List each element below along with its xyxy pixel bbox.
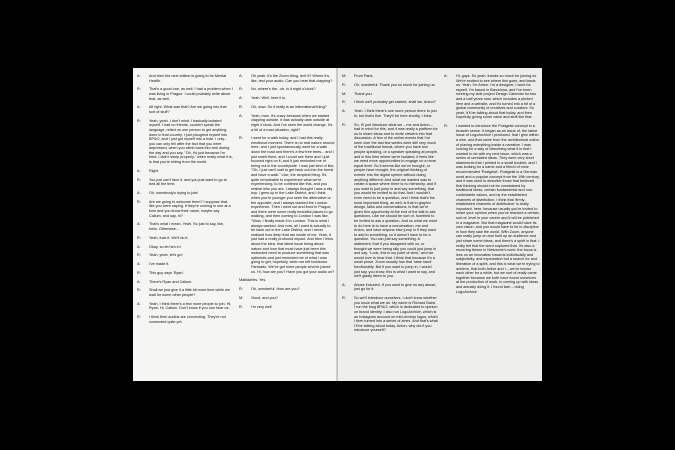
transcript-turn [342,100,438,105]
transcript-turn [137,74,233,83]
speaker-label: R: [239,136,243,141]
speaker-label: R: [137,118,141,123]
transcript-turn [137,236,233,241]
turn-text: Shall we just give it a little bit more time while we wait for some other people? [149,288,230,297]
speaker-label: Matilda: [239,278,253,283]
speaker-label: M: [342,74,347,78]
transcript-turn [342,109,438,118]
speaker-label: A: [239,74,243,78]
turn-text: Are we going to welcome them? I suppose that, like you were saying, if they're coming in one at a time and you know their name, maybe say Callum, and say, hi? [149,199,231,218]
turn-text: All right. What was that? Are we going into that sort of stuff? [149,105,227,114]
turn-text: I'm very well. [251,304,273,309]
left-column-1 [137,74,233,374]
transcript-turn [342,296,438,333]
transcript-turn [342,123,438,279]
transcript-turn [239,287,335,292]
speaker-label: M: [342,91,347,96]
magazine-spread [133,68,542,381]
turn-text: So, I'll just introduce what we – me and Anton – had in mind for this, and it was really a platform for us to share ideas and to invite viewers into that discussion. A few of the online events that I've seen over the last few weeks were still very much of the traditional format, where you have two people speaking, or a speaker speaking at people, and in this time where we're isolated, it feels like we need more opportunities to engage on a more equal level. So it seems like we've brought, or people have brought, the original thinking of events' into the digital sphere without doing anything different. And what we wanted was to create a space where there is no hierarchy, and if you want to just jump in and say something, that you would be invited to do that. And I wouldn't even need to be a question, and I think that's the most important thing, as well, is that in graphic design, talks and conversations, is that we're given this opportunity at the end of the talk to ask questions. Like we should be sort of, humbled to be invited to ask a question. And so what we want to do here is to have a conversation, me and Anton, and have anyone else jump in if they want to add to something, so it doesn't have to be a question. You can just say something. A statement, that if you disagreed with us, or thought we were being silly you could just jump in and say, "Look, this is my point of view," and we would love to hear that. I think that because it's a small prose. Zoom usually has that 'raise hand' functionality. But if you want to jump in, I would just say, you know, this is what I want to say, and we'll gladly listen to you. [354,122,438,279]
speaker-label: A: [137,262,141,267]
turn-text: Okay, so let him in! [149,244,181,249]
transcript-turn [137,288,233,297]
speaker-label: R: [342,122,346,127]
speaker-label: A: [137,168,141,173]
right-column-1 [342,74,438,374]
transcript-turn [342,83,438,88]
turn-text: That's a good one, as well. I had a problem when I was living in Prague. I could probably write about that, as well. [149,87,233,101]
turn-text: Yeah, I think there's a few more people to join. Hi, Ryan. Hi, Callum. Don't know if you can hear us. [149,301,232,311]
transcript-turn [239,87,335,92]
speaker-label: A: [137,301,141,306]
turn-text: Abuse included. If you want to give us any abuse, just go for it. [354,282,437,292]
transcript-turn [137,191,233,196]
transcript-turn [137,169,233,174]
transcript-turn [342,283,438,292]
turn-text: Yeah. Well, here it is. [251,96,286,101]
speaker-label: R: [137,199,141,204]
transcript-turn [137,315,233,324]
turn-text: Oh, somebody's trying to join! [149,191,199,195]
speaker-label: R: [342,296,346,301]
speaker-label: R: [137,87,141,92]
speaker-label: A: [342,282,346,287]
turn-text: Yeah. I think there's one more person there to join in, but that's fine. They'll be here shortly, I think. [354,109,437,118]
transcript-turn [342,74,438,79]
turn-text: Oh, wonderful. How are you? [251,287,300,292]
transcript-turn [239,296,335,301]
speaker-label: A: [239,113,243,118]
speaker-label: A: [137,105,141,110]
speaker-label: R: [342,82,346,87]
turn-text: I think their audios are connecting. They're not connected quite yet. [149,315,226,324]
turn-text: No, where's the...oh, is it eight o'clock? [251,87,316,92]
transcript-turn [137,271,233,276]
speaker-label: A: [137,244,141,249]
turn-text: There's Ryan and Callum. [149,279,193,284]
transcript-turn [239,136,335,274]
turn-text: Yes. Yes. [251,278,267,283]
turn-text: Hi, guys. So yeah, thanks so much for joining us. We're excited to see where this goes, and leads us. Yeah, I'm Anton. I'm a designer, I work for myself. I'm based in Barcelona, and I've been running my side project Design Calendar for two and a half years now, which includes a printed item and a website, and it's turned into a bit of a global community of creatives and curators. So yeah, it'll be talking about that today, and then hopefully giving some value and stuff like that. [456,74,538,120]
speaker-label: A: [444,74,448,78]
speaker-label: R: [137,253,141,258]
transcript-turn [137,222,233,231]
turn-text: I wanted to introduce the Postgeist concept in a broader sense. It began as an issue of, the latest issue of LogoArchive I produced, that I give within a zine, and that came from the architectural notion of placing everything inside a narrative. I was looking for a way of describing what it is that I wanted to do with my next issue, which was a series of unrelated ideas. They were very short statements that I printed in a small booklet, and I was looking for a name and a friend of mine recommended 'Postgeist'. Postgeist is a German word and a popular concept from the 19th century, and it was used to describe those that believed that thinking should not be constrained by traditional ideas, certain fundamental and non-contestable values, and by the established channels of distribution. I think that 'firmly-established channels of distribution' is really important, here, because usually you're invited to share your opinion when you've reached a certain, sort of, level in your career and it will be published in a magazine. But that magazine would have its own vision, and you would have to be in discipline in how they saw the world. With Zoom, anyone can really jump on and hold up an audience and just share some ideas, and there's a spirit in that. I really felt that the word captured that. It's also a recurring theme in Nietzsche's work: the focus is less on an innovation towards individuality and subjectivity, and expectation but a search for and liberation of a spirit, and this is what we're trying to achieve, that both Anton and I – we've known each other for a while, but we sort of really came together because we both have found ourselves at the production of work, in coming up with ideas and actually doing it. I found twin – doing LogoArchive [456,124,540,294]
transcript-turn [137,178,233,187]
turn-text: That's what I mean. Yeah. So just to say, like, hello. Otherwise... [149,222,225,231]
turn-text: I've made it. [149,262,170,267]
transcript-turn [239,105,335,110]
speaker-label: A: [137,191,141,195]
speaker-label: R: [239,287,243,292]
transcript-turn [137,87,233,101]
transcript-turn [137,105,233,114]
speaker-label: R: [444,124,448,129]
right-page [338,68,542,381]
transcript-turn [137,262,233,267]
turn-text: Yeah, yeah. I don't mind. I basically isolated myself. I had no friends, couldn't speak the language, relied on one person to get anything done in that country. I just ploughed myself into BP&O, and I just got myself into a hole. I only... you can only tell after the fact that you were depressed, when you climb back into bed during the day and you say, "Oh, it's just because I'm tired. I didn't sleep properly," when really what it is, is that you're hiding from the world. [149,118,233,165]
speaker-label: A: [137,222,141,227]
transcript-turn [444,74,540,120]
transcript-turn [239,114,335,132]
speaker-label: R: [137,288,141,293]
speaker-label: A: [137,74,141,78]
speaker-label: R: [137,177,141,182]
speaker-label: M: [239,295,244,300]
turn-text: Right. [149,168,159,173]
turn-text: Oh yeah, it's the Zoom thing, isn't it? Where it's, like, test your audio. Can you hear that clapping? [251,74,333,83]
speaker-label: A: [342,109,346,114]
left-column-2 [239,74,335,374]
transcript-turn [239,305,335,310]
turn-text: You just can't face it, and you just want to go to bed all the time. [149,177,227,187]
turn-text: Good, and you? [251,295,278,300]
transcript-turn [137,200,233,218]
speaker-label: R: [137,270,141,275]
right-column-2 [444,74,540,374]
turn-text: Yeah, yeah, let's go! [149,253,183,258]
transcript-turn [342,92,438,97]
transcript-turn [239,278,335,283]
turn-text: I went for a walk today, and I had this really emotional moment. There is no real nature around here, and I just spontaneously went for a walk down the road and there's a few tree trees... and I just smelt them, and I could see them and I just focused right on it, and it just reminded me of being out in the countryside. I was just kind of like, "Oh, I just can't wait to get back out into the forest and have a walk." Like, the simplest thing. It's quite remarkable to experience what we're experiencing, to be confined like this, and you realise who you are. I always thought I was a city boy. I grew up in the Lake District, and I think when you're younger you seek the alternative or the opposite, and I always wanted the London experience. Then I went out and lived in Prague, and there were some really beautiful places to go walking, and then coming to London I was like, "Wow, I finally made it to London. This is what I always wanted. And now, all I want is actually to be back out in the Lake District, and I never realised how deep that ran inside of me. Yeah, it just had a really profound impact. And then I think about the idea, that latest issue being about nature and how that must have just been this instructed need to produce something that was optimistic and just reminded me of what I was going to get, hopefully, when we left lockdown. Fantastic. We've got more people who've joined us. Hi, how are you? Have you got your audio on? [251,136,335,274]
turn-text: Yeah, man. It's crazy because when we started clapping outside, it was actually dark outside at eight o'clock. And I've seen the world change. It's a bit of a mad situation, right? [251,113,333,132]
speaker-label: R: [239,104,243,109]
turn-text: Yeah, fuck it. We'll do it. [149,235,189,240]
speaker-label: R: [342,100,346,105]
transcript-turn [137,253,233,258]
transcript-turn [137,119,233,165]
left-page [133,68,337,381]
turn-text: This guy says 'Ryan'. [149,270,185,275]
turn-text: From Paris. [354,74,374,78]
speaker-label: R: [137,235,141,240]
transcript-turn [239,96,335,101]
transcript-turn [444,124,540,294]
transcript-turn [239,74,335,83]
turn-text: Thank you. [354,91,373,96]
speaker-label: R: [239,87,243,92]
turn-text: I think we'll probably get started, shall we, Anton? [354,100,436,105]
turn-text: So we'll introduce ourselves. I don't know whether you know what we do. My name is Richard Baird, I run the blog BP&O, which is dedicated to opinion on brand identity. I also run LogoArchive, which is an Instagram account on mid-century logos, which I then turned into a series of zines. And that's what I'll be talking about today. Anton, why don't you introduce yourself? [354,296,438,333]
turn-text: And then the next edition is going to be Mental Health. [149,74,227,83]
speaker-label: R: [137,315,141,320]
transcript-turn [137,302,233,311]
speaker-label: A: [137,279,141,284]
speaker-label: R: [239,304,243,309]
turn-text: Oh, wonderful. Thank you so much for joining us. [354,82,436,87]
speaker-label: A: [239,96,243,101]
transcript-turn [137,280,233,285]
turn-text: Oh, wow. So it really is an international thing? [251,104,327,109]
transcript-turn [137,245,233,250]
